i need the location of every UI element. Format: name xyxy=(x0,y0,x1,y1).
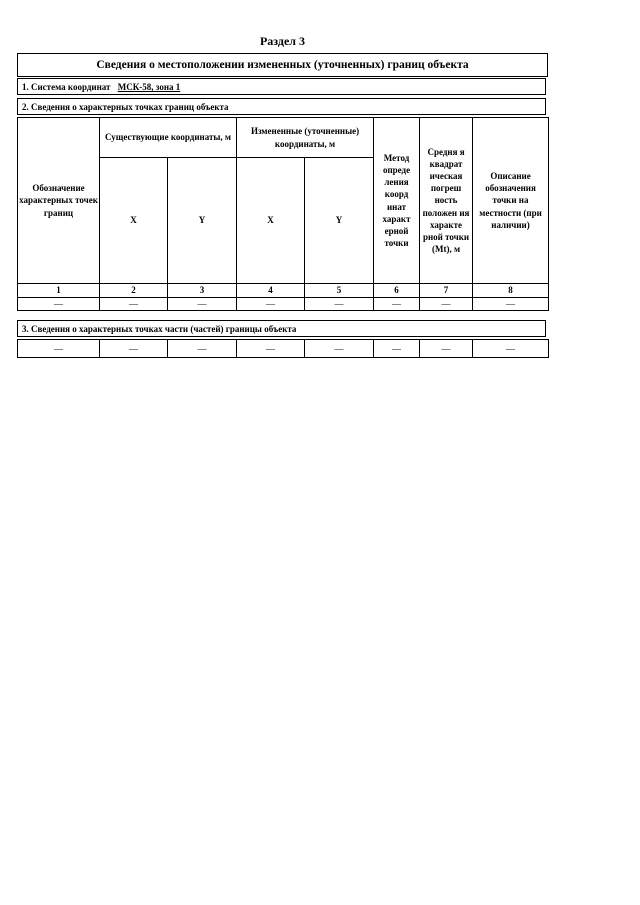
header-y-existing: Y xyxy=(168,158,237,284)
column-number: 3 xyxy=(168,284,237,298)
header-designation: Обозначение характерных точек границ xyxy=(18,118,100,284)
table-cell: — xyxy=(237,298,305,311)
parts-table xyxy=(17,339,549,358)
table-cell: — xyxy=(18,298,100,311)
column-number: 4 xyxy=(237,284,305,298)
column-number: 5 xyxy=(305,284,374,298)
table-row xyxy=(18,340,549,358)
coordinate-system-label: 1. Система координат xyxy=(22,82,111,92)
header-y-changed: Y xyxy=(305,158,374,284)
table-cell: — xyxy=(168,340,237,358)
header-x-changed: X xyxy=(237,158,305,284)
table-cell: — xyxy=(305,298,374,311)
points-table xyxy=(17,117,549,311)
coordinate-system-row xyxy=(17,78,546,95)
frame-title: Сведения о местоположении измененных (уточненных) границ объекта xyxy=(17,53,548,77)
column-number: 8 xyxy=(473,284,549,298)
table-row xyxy=(18,298,549,311)
table-cell: — xyxy=(374,298,420,311)
table-cell: — xyxy=(420,340,473,358)
parts-section-title: 3. Сведения о характерных точках части (частей) границы объекта xyxy=(17,320,546,337)
header-existing-coordinates: Существующие координаты, м xyxy=(100,118,237,158)
table-cell: — xyxy=(18,340,100,358)
column-number-row xyxy=(18,284,549,298)
section-heading: Раздел 3 xyxy=(259,34,306,48)
table-cell: — xyxy=(420,298,473,311)
table-cell: — xyxy=(168,298,237,311)
table-cell: — xyxy=(473,298,549,311)
coordinate-system-value: МСК-58, зона 1 xyxy=(117,82,181,92)
header-method: Метод опреде ления коорд инат характ ерной точки xyxy=(374,118,420,284)
table-cell: — xyxy=(305,340,374,358)
header-changed-coordinates: Измененные (уточненные) координаты, м xyxy=(237,118,374,158)
header-error: Средня я квадрат ическая погреш ность положен ия характе рной точки (Mt), м xyxy=(420,118,473,284)
table-cell: — xyxy=(100,298,168,311)
column-number: 7 xyxy=(420,284,473,298)
table-cell: — xyxy=(100,340,168,358)
header-x-existing: X xyxy=(100,158,168,284)
header-description: Описание обозначения точки на местности (при наличии) xyxy=(473,118,549,284)
column-number: 1 xyxy=(18,284,100,298)
table-cell: — xyxy=(237,340,305,358)
column-number: 2 xyxy=(100,284,168,298)
table-cell: — xyxy=(473,340,549,358)
column-number: 6 xyxy=(374,284,420,298)
table-cell: — xyxy=(374,340,420,358)
points-section-title: 2. Сведения о характерных точках границ объекта xyxy=(17,98,546,115)
